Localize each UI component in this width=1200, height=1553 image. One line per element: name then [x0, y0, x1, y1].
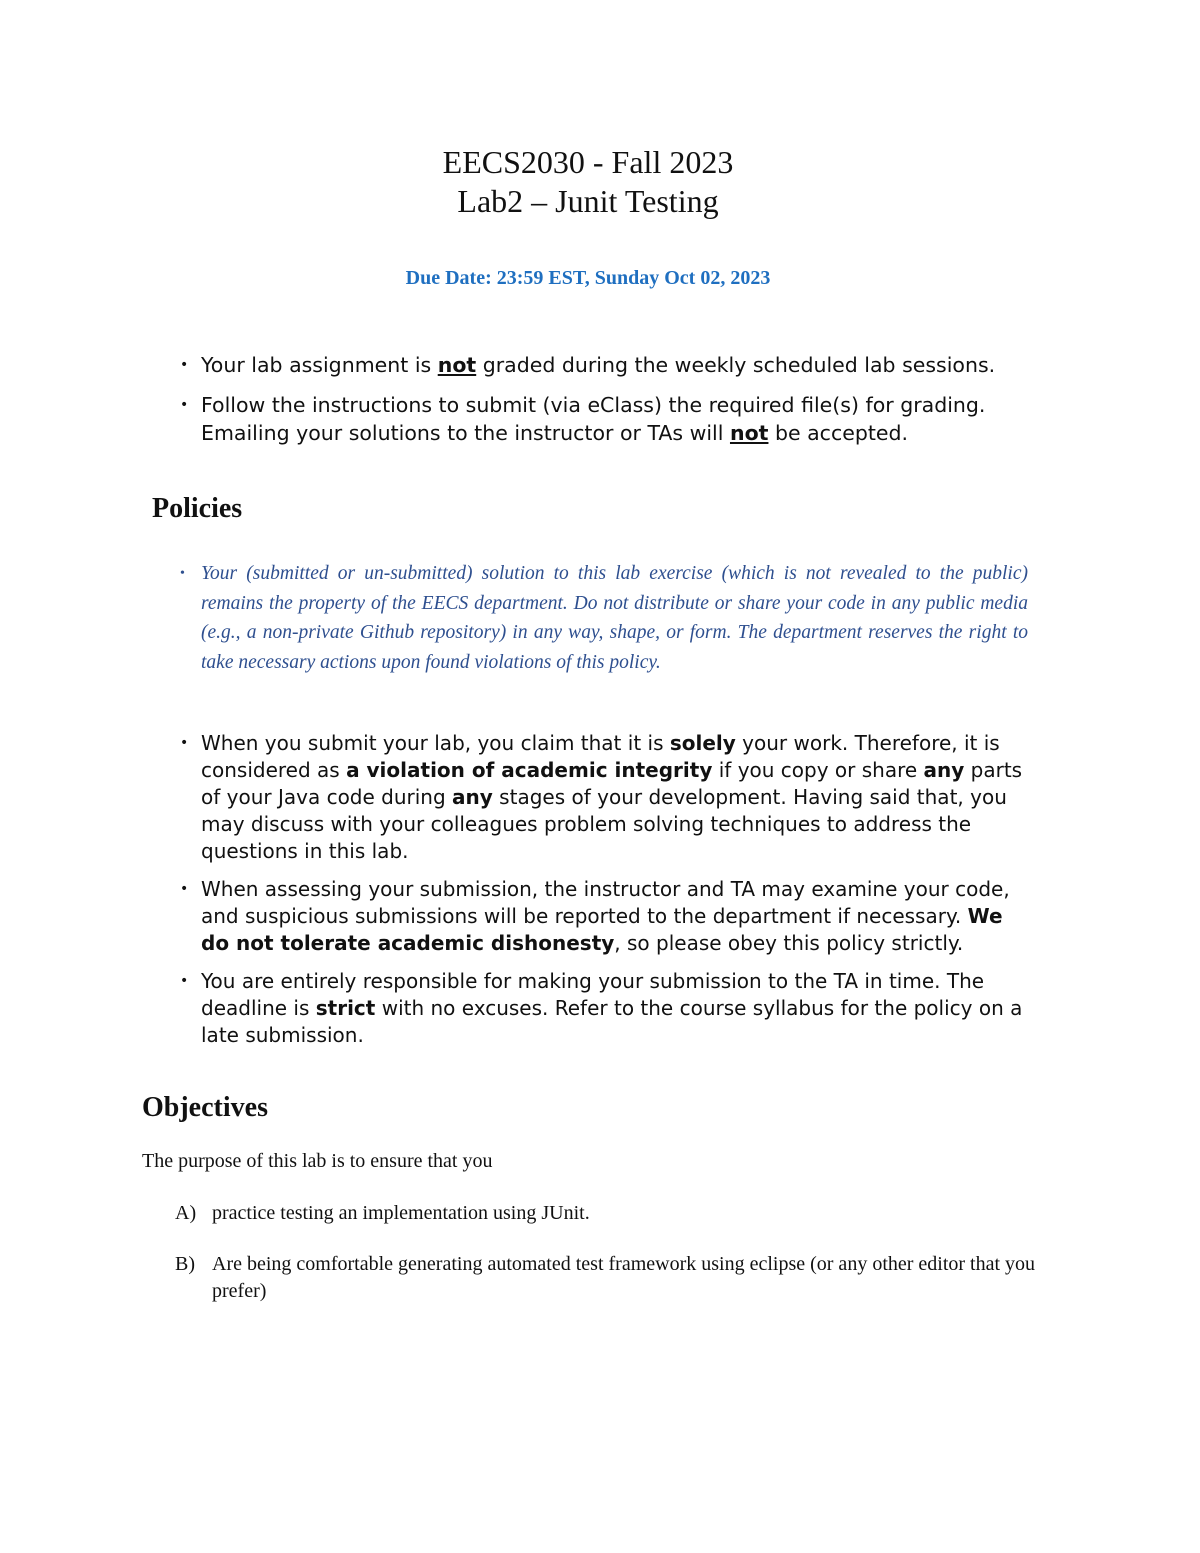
bullet-icon: • — [180, 881, 189, 897]
intro-bullet-list — [176, 351, 1056, 459]
list-item — [175, 1200, 1065, 1227]
list-item: • Follow the instructions to submit (via eClass) the required file(s) for grading. Emailing your solutions to the instructor or TAs will not be accepted. — [180, 393, 986, 445]
objectives-list — [175, 1200, 1065, 1329]
bullet-icon: • — [180, 397, 189, 413]
due-date: Due Date: 23:59 EST, Sunday Oct 02, 2023 — [405, 267, 771, 289]
list-item: • You are entirely responsible for making your submission to the TA in time. The deadline is strict with no excuses. Refer to the course syllabus for the policy on a late submission. — [180, 969, 1023, 1047]
bullet-icon: • — [180, 735, 189, 751]
emphasis-not: not — [437, 353, 477, 377]
list-item: • Your lab assignment is not graded during the weekly scheduled lab sessions. — [180, 353, 996, 377]
lab-title: Lab2 – Junit Testing — [457, 183, 719, 219]
bullet-icon: • — [180, 357, 189, 373]
list-item: • When you submit your lab, you claim that it is solely your work. Therefore, it is considered as a violation of academic integrity if you copy or share any parts of your Java code during any stages of your development. Having said that, you may discuss with your colleagues problem solving techniques to address the questions in this lab. — [180, 731, 1023, 863]
bullet-icon: • — [180, 566, 185, 581]
emphasis-not: not — [729, 421, 769, 445]
item-label: B) — [175, 1253, 195, 1275]
policy-notice-list — [176, 559, 1028, 677]
section-heading-policies: Policies — [152, 493, 243, 524]
item-text: practice testing an implementation using JUnit. — [212, 1202, 590, 1224]
section-heading-objectives: Objectives — [142, 1092, 268, 1123]
course-title: EECS2030 - Fall 2023 — [442, 144, 734, 180]
objectives-intro: The purpose of this lab is to ensure that you — [142, 1150, 493, 1172]
bullet-icon: • — [180, 973, 189, 989]
policy-rules-list — [176, 730, 1028, 1060]
list-item: • When assessing your submission, the instructor and TA may examine your code, and suspicious submissions will be reported to the department if necessary. We do not tolerate academic dishonesty, so please obey this policy strictly. — [180, 877, 1010, 955]
list-item — [176, 559, 1028, 677]
list-item — [175, 1251, 1065, 1305]
item-text: Are being comfortable generating automated test framework using eclipse (or any other editor that you prefer) — [212, 1253, 1036, 1302]
policy-notice: Your (submitted or un-submitted) solution to this lab exercise (which is not revealed to the public) remains the property of the EECS department. Do not distribute or share your code in any public media (e.g., a non-private Github repository) in any way, shape, or form. The department reserves the right to take necessary actions upon found violations of this policy. — [201, 563, 1028, 673]
item-label: A) — [175, 1202, 197, 1224]
